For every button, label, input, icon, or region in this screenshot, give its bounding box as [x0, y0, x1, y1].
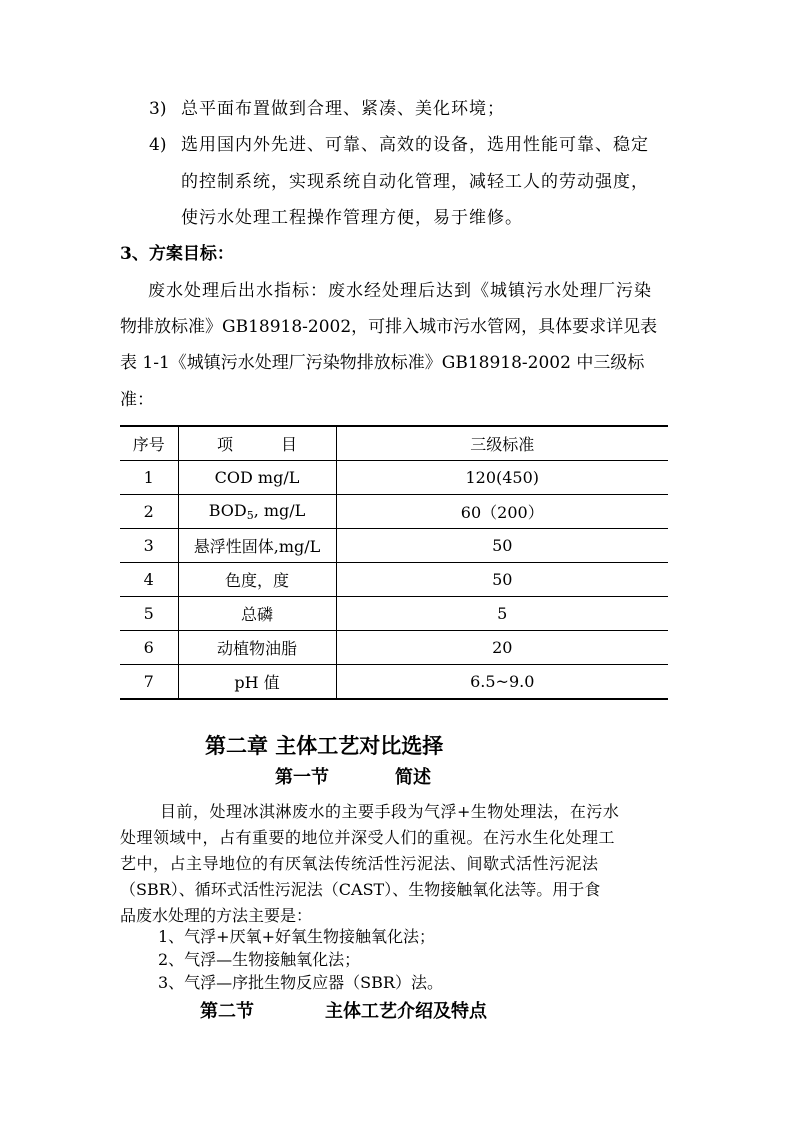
row-value: 50: [336, 529, 668, 563]
row-item: [178, 495, 336, 529]
row-item: [178, 631, 336, 665]
table-row: [120, 529, 668, 563]
header-grade3: 三级标准: [336, 426, 668, 461]
paragraph-line: 品废水处理的方法主要是：: [120, 906, 313, 925]
row-value: 5: [336, 597, 668, 631]
row-item: [178, 665, 336, 700]
paragraph-line: 艺中，占主导地位的有厌氧法传统活性污泥法、间歇式活性污泥法: [120, 854, 599, 873]
section-heading: 3、方案目标：: [120, 244, 234, 264]
method-item: 3、气浮—序批生物反应器（SBR）法。: [158, 973, 443, 992]
method-item: 2、气浮—生物接触氧化法；: [158, 950, 361, 969]
discharge-standard-table: [120, 425, 668, 700]
list-item-4-line: 使污水处理工程操作管理方便，易于维修。: [181, 208, 523, 228]
row-item: [178, 597, 336, 631]
row-value: 20: [336, 631, 668, 665]
paragraph-line: 物排放标准》GB18918-2002，可排入城市污水管网，具体要求详见表: [120, 317, 658, 337]
item-name: 色度，度: [224, 571, 289, 590]
section-2-number: 第二节: [200, 1001, 254, 1022]
row-number: 6: [143, 638, 154, 657]
table-row: [120, 495, 668, 529]
row-item: [178, 461, 336, 495]
paragraph-line: （SBR）、循环式活性污泥法（CAST）、生物接触氧化法等。用于食: [120, 880, 601, 899]
row-number: 5: [143, 604, 154, 623]
paragraph-line: 废水处理后出水指标：废水经处理后达到《城镇污水处理厂污染: [148, 281, 652, 301]
section-2-title: 主体工艺介绍及特点: [325, 1001, 487, 1022]
table-row: [120, 631, 668, 665]
table-row: [120, 665, 668, 700]
item-name: COD mg/L: [214, 468, 300, 487]
row-number: 2: [143, 502, 154, 521]
header-item: 项 目: [178, 426, 336, 461]
row-number: 7: [143, 672, 154, 691]
row-number: 3: [143, 536, 154, 555]
row-value: 120(450): [336, 461, 668, 495]
item-name: BOD: [208, 501, 247, 520]
list-number-4: 4): [149, 135, 167, 155]
row-value: 50: [336, 563, 668, 597]
item-unit: , mg/L: [253, 501, 306, 520]
item-name: 悬浮性固体,mg/L: [193, 537, 321, 556]
row-value: 6.5~9.0: [336, 665, 668, 700]
item-subscript: 5: [246, 509, 254, 522]
list-item-3-line: 总平面布置做到合理、紧凑、美化环境；: [181, 99, 505, 119]
header-no: 序号: [132, 435, 165, 454]
paragraph-line: 表 1-1《城镇污水处理厂污染物排放标准》GB18918-2002 中三级标: [120, 353, 645, 373]
item-name: 总磷: [240, 605, 273, 624]
item-name: pH 值: [234, 673, 280, 692]
paragraph-line: 目前，处理冰淇淋废水的主要手段为气浮+生物处理法，在污水: [160, 802, 620, 821]
method-item: 1、气浮+厌氧+好氧生物接触氧化法；: [158, 927, 435, 946]
chapter-title: 第二章 主体工艺对比选择: [205, 733, 444, 758]
list-number-3: 3): [149, 99, 167, 119]
row-value: 60（200）: [336, 495, 668, 529]
paragraph-line: 准：: [120, 390, 154, 410]
table-row: [120, 597, 668, 631]
table-header-row: [120, 426, 668, 461]
row-number: 4: [143, 570, 154, 589]
list-item-4-line: 选用国内外先进、可靠、高效的设备，选用性能可靠、稳定: [181, 135, 649, 155]
table-row: [120, 461, 668, 495]
row-number: 1: [143, 468, 154, 487]
row-item: [178, 563, 336, 597]
table-row: [120, 563, 668, 597]
paragraph-line: 处理领域中，占有重要的地位并深受人们的重视。在污水生化处理工: [120, 828, 616, 847]
section-1-number: 第一节: [275, 767, 329, 788]
row-item: [178, 529, 336, 563]
section-1-title: 简述: [395, 767, 431, 788]
item-name: 动植物油脂: [216, 639, 297, 658]
list-item-4-line: 的控制系统，实现系统自动化管理，减轻工人的劳动强度，: [181, 172, 649, 192]
